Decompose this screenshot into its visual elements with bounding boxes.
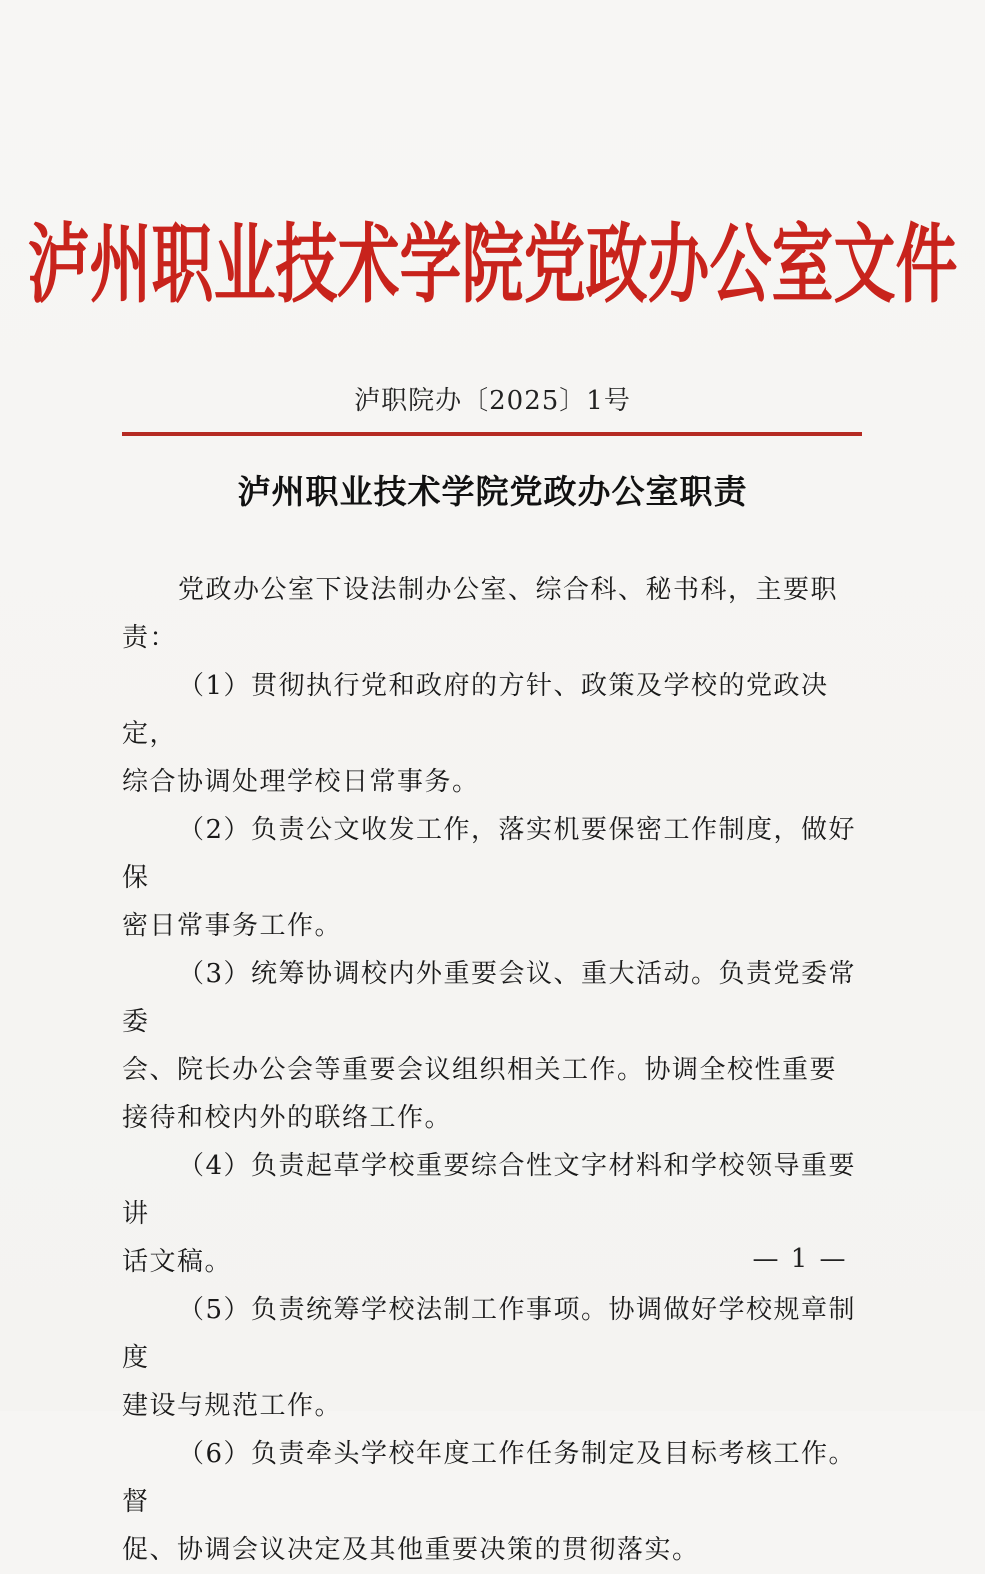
duty-item-1-rest: 综合协调处理学校日常事务。 — [122, 767, 480, 797]
duty-item-6-rest: 促、协调会议决定及其他重要决策的贯彻落实。 — [122, 1535, 700, 1565]
document-number: 泸职院办〔2025〕1号 — [354, 386, 631, 416]
duty-item-6-first-line: （6）负责牵头学校年度工作任务制定及目标考核工作。督 — [122, 1439, 857, 1517]
duty-item-1-first-line: （1）贯彻执行党和政府的方针、政策及学校的党政决定， — [122, 671, 829, 749]
page-number: — 1 — — [752, 1244, 848, 1274]
duty-item-2-first-line: （2）负责公文收发工作，落实机要保密工作制度，做好保 — [122, 815, 857, 893]
intro-paragraph: 党政办公室下设法制办公室、综合科、秘书科，主要职责： — [122, 575, 839, 653]
duty-item-4-first-line: （4）负责起草学校重要综合性文字材料和学校领导重要讲 — [122, 1151, 857, 1229]
duty-item-3-rest: 会、院长办公会等重要会议组织相关工作。协调全校性重要接待和校内外的联络工作。 — [122, 1055, 838, 1133]
duty-item-5-rest: 建设与规范工作。 — [122, 1391, 343, 1421]
duty-item-4-rest: 话文稿。 — [122, 1247, 233, 1277]
duty-item-5-first-line: （5）负责统筹学校法制工作事项。协调做好学校规章制度 — [122, 1295, 857, 1373]
masthead-title: 泸州职业技术学院党政办公室文件 — [27, 213, 958, 315]
duty-item-2-rest: 密日常事务工作。 — [122, 911, 343, 941]
duty-item-3-first-line: （3）统筹协调校内外重要会议、重大活动。负责党委常委 — [122, 959, 857, 1037]
document-title: 泸州职业技术学院党政办公室职责 — [237, 472, 748, 511]
red-separator-line — [122, 432, 862, 436]
document-body — [122, 566, 862, 1574]
